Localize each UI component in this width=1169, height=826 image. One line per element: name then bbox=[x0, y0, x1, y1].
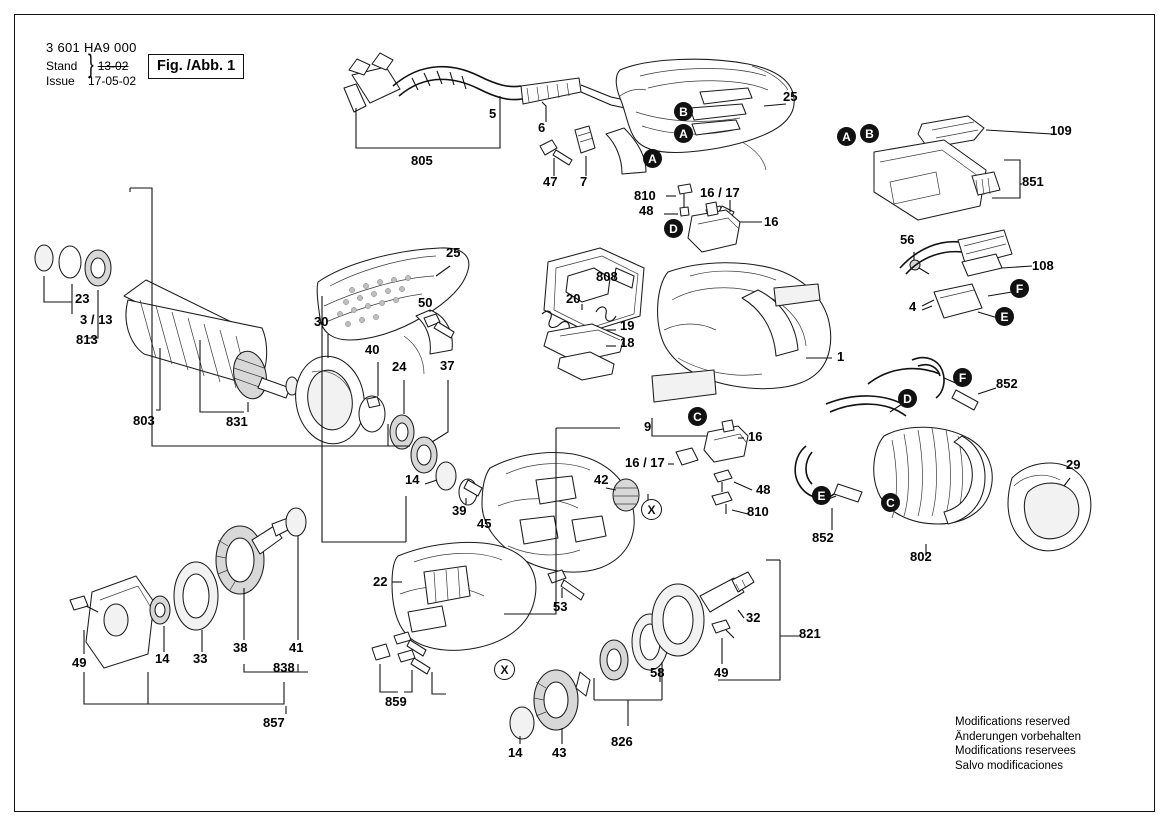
part-42-pinion bbox=[613, 479, 639, 511]
label-39: 39 bbox=[452, 503, 467, 518]
callout-e1: E bbox=[995, 307, 1014, 326]
bracket-857 bbox=[84, 672, 284, 704]
label-42: 42 bbox=[594, 472, 609, 487]
callout-x1: X bbox=[641, 499, 662, 520]
part-16-17-clip-b bbox=[676, 448, 698, 465]
part-37-bearing bbox=[411, 437, 437, 473]
label-857: 857 bbox=[263, 715, 285, 730]
leader-805 bbox=[356, 108, 468, 148]
leader-32 bbox=[738, 610, 744, 618]
label-3-13: 3 / 13 bbox=[80, 312, 113, 327]
label-22: 22 bbox=[373, 574, 388, 589]
label-20: 20 bbox=[566, 291, 581, 306]
label-810a: 810 bbox=[634, 188, 656, 203]
label-48b: 48 bbox=[756, 482, 771, 497]
issue-label: Issue bbox=[46, 74, 75, 88]
leader-859b bbox=[404, 670, 412, 692]
label-14c: 14 bbox=[508, 745, 523, 760]
label-18: 18 bbox=[620, 335, 635, 350]
label-24: 24 bbox=[392, 359, 407, 374]
part-30-fan-housing bbox=[289, 351, 371, 449]
label-5: 5 bbox=[489, 106, 497, 121]
brace-glyph: } bbox=[88, 50, 94, 79]
part-39-washer bbox=[459, 479, 482, 505]
callout-b1: B bbox=[674, 102, 693, 121]
callout-d2: D bbox=[898, 389, 917, 408]
label-16a: 16 bbox=[764, 214, 779, 229]
label-838: 838 bbox=[273, 660, 295, 675]
part-838-gear-shaft bbox=[216, 508, 306, 594]
callout-c1: C bbox=[688, 407, 707, 426]
leader-4 bbox=[922, 306, 932, 310]
label-29: 29 bbox=[1066, 457, 1081, 472]
callout-x2: X bbox=[494, 659, 515, 680]
date-struck: 13-02 bbox=[97, 59, 129, 73]
part-22-cover bbox=[392, 542, 536, 650]
leader-108 bbox=[1002, 266, 1032, 268]
label-47: 47 bbox=[543, 174, 558, 189]
label-802: 802 bbox=[910, 549, 932, 564]
label-16-17a: 16 / 17 bbox=[700, 185, 740, 200]
label-50: 50 bbox=[418, 295, 433, 310]
bracket-838b bbox=[298, 664, 308, 672]
callout-e2: E bbox=[812, 486, 831, 505]
label-30: 30 bbox=[314, 314, 329, 329]
stand-label: Stand bbox=[46, 59, 78, 73]
leader-852a bbox=[978, 388, 996, 394]
part-24-bearing bbox=[390, 415, 414, 449]
part-53-screw bbox=[548, 570, 584, 600]
part-14-washer-a bbox=[436, 462, 456, 490]
label-25b: 25 bbox=[446, 245, 461, 260]
part-29-end-cap bbox=[1008, 463, 1091, 551]
part-7-strain-relief bbox=[575, 126, 595, 153]
label-7: 7 bbox=[580, 174, 588, 189]
date-current: 17-05-02 bbox=[88, 74, 137, 88]
callout-f2: F bbox=[953, 368, 972, 387]
footer-line-fr: Modifications reservees bbox=[955, 745, 1076, 757]
part-25-handle-shell bbox=[606, 59, 794, 174]
callout-d1: D bbox=[664, 219, 683, 238]
label-45: 45 bbox=[477, 516, 492, 531]
label-32: 32 bbox=[746, 610, 761, 625]
bracket-838 bbox=[244, 664, 262, 672]
label-40: 40 bbox=[365, 342, 380, 357]
label-37: 37 bbox=[440, 358, 455, 373]
label-58: 58 bbox=[650, 665, 665, 680]
part-power-cord bbox=[344, 53, 625, 112]
label-41: 41 bbox=[289, 640, 304, 655]
label-6: 6 bbox=[538, 120, 546, 135]
part-18-lever bbox=[544, 324, 624, 380]
label-109: 109 bbox=[1050, 123, 1072, 138]
part-40-ring bbox=[359, 395, 385, 432]
part-851-switch-module bbox=[874, 140, 1000, 220]
bracket-859c bbox=[432, 672, 446, 694]
label-1: 1 bbox=[837, 349, 845, 364]
label-826: 826 bbox=[611, 734, 633, 749]
footer-line-en: Modifications reserved bbox=[955, 716, 1071, 728]
part-4-capacitor bbox=[922, 284, 982, 318]
label-859: 859 bbox=[385, 694, 407, 709]
part-9-plate bbox=[652, 370, 716, 402]
callout-a1: A bbox=[674, 124, 693, 143]
label-4: 4 bbox=[909, 299, 917, 314]
leader-48b bbox=[734, 482, 752, 490]
callout-b2: B bbox=[860, 124, 879, 143]
label-25a: 25 bbox=[783, 89, 798, 104]
footer-line-es: Salvo modificaciones bbox=[955, 759, 1064, 772]
label-43: 43 bbox=[552, 745, 567, 760]
label-49b: 49 bbox=[714, 665, 729, 680]
wire-harness bbox=[826, 369, 940, 416]
label-803: 803 bbox=[133, 413, 155, 428]
part-number: 3 601 HA9 000 bbox=[46, 40, 137, 55]
part-47-screw bbox=[540, 140, 572, 165]
part-813-bearings bbox=[35, 245, 111, 286]
part-826-group bbox=[510, 614, 668, 739]
label-16b: 16 bbox=[748, 429, 763, 444]
leader-23 bbox=[44, 276, 72, 302]
label-852b: 852 bbox=[812, 530, 834, 545]
figure-label: Fig. /Abb. 1 bbox=[148, 54, 244, 79]
label-831: 831 bbox=[226, 414, 248, 429]
label-49a: 49 bbox=[72, 655, 87, 670]
label-821: 821 bbox=[799, 626, 821, 641]
label-19: 19 bbox=[620, 318, 635, 333]
part-803-armature bbox=[124, 280, 298, 402]
part-1-motor-housing bbox=[658, 263, 831, 389]
callout-a3: A bbox=[837, 127, 856, 146]
leader-14a bbox=[425, 480, 437, 484]
leader-F1 bbox=[988, 292, 1012, 296]
label-852a: 852 bbox=[996, 376, 1018, 391]
label-16-17b: 16 / 17 bbox=[625, 455, 665, 470]
label-9: 9 bbox=[644, 419, 652, 434]
part-821-group bbox=[652, 572, 754, 656]
label-108: 108 bbox=[1032, 258, 1054, 273]
label-33: 33 bbox=[193, 651, 208, 666]
callout-c2: C bbox=[881, 493, 900, 512]
label-48a: 48 bbox=[639, 203, 654, 218]
part-25b-handle bbox=[317, 248, 469, 374]
callout-a2: A bbox=[643, 149, 662, 168]
label-38: 38 bbox=[233, 640, 248, 655]
label-14b: 14 bbox=[155, 651, 170, 666]
label-53: 53 bbox=[553, 599, 568, 614]
leader-37 bbox=[432, 380, 448, 442]
callout-f1: F bbox=[1010, 279, 1029, 298]
label-813: 813 bbox=[76, 332, 98, 347]
label-810b: 810 bbox=[747, 504, 769, 519]
leader-9 bbox=[652, 418, 694, 436]
leader-859 bbox=[380, 664, 398, 692]
label-23: 23 bbox=[75, 291, 90, 306]
part-810-screw-top bbox=[678, 184, 692, 216]
leader-109 bbox=[986, 130, 1052, 134]
leader-810b bbox=[732, 510, 748, 514]
label-851: 851 bbox=[1022, 174, 1044, 189]
part-d-connector bbox=[688, 202, 740, 252]
footer-line-de: Änderungen vorbehalten bbox=[955, 730, 1081, 743]
label-14a: 14 bbox=[405, 472, 420, 487]
label-805: 805 bbox=[411, 153, 433, 168]
leader-6 bbox=[542, 102, 546, 122]
label-808: 808 bbox=[596, 269, 618, 284]
label-56: 56 bbox=[900, 232, 915, 247]
part-48-810-screws bbox=[712, 470, 732, 514]
part-16-terminal bbox=[704, 420, 748, 462]
